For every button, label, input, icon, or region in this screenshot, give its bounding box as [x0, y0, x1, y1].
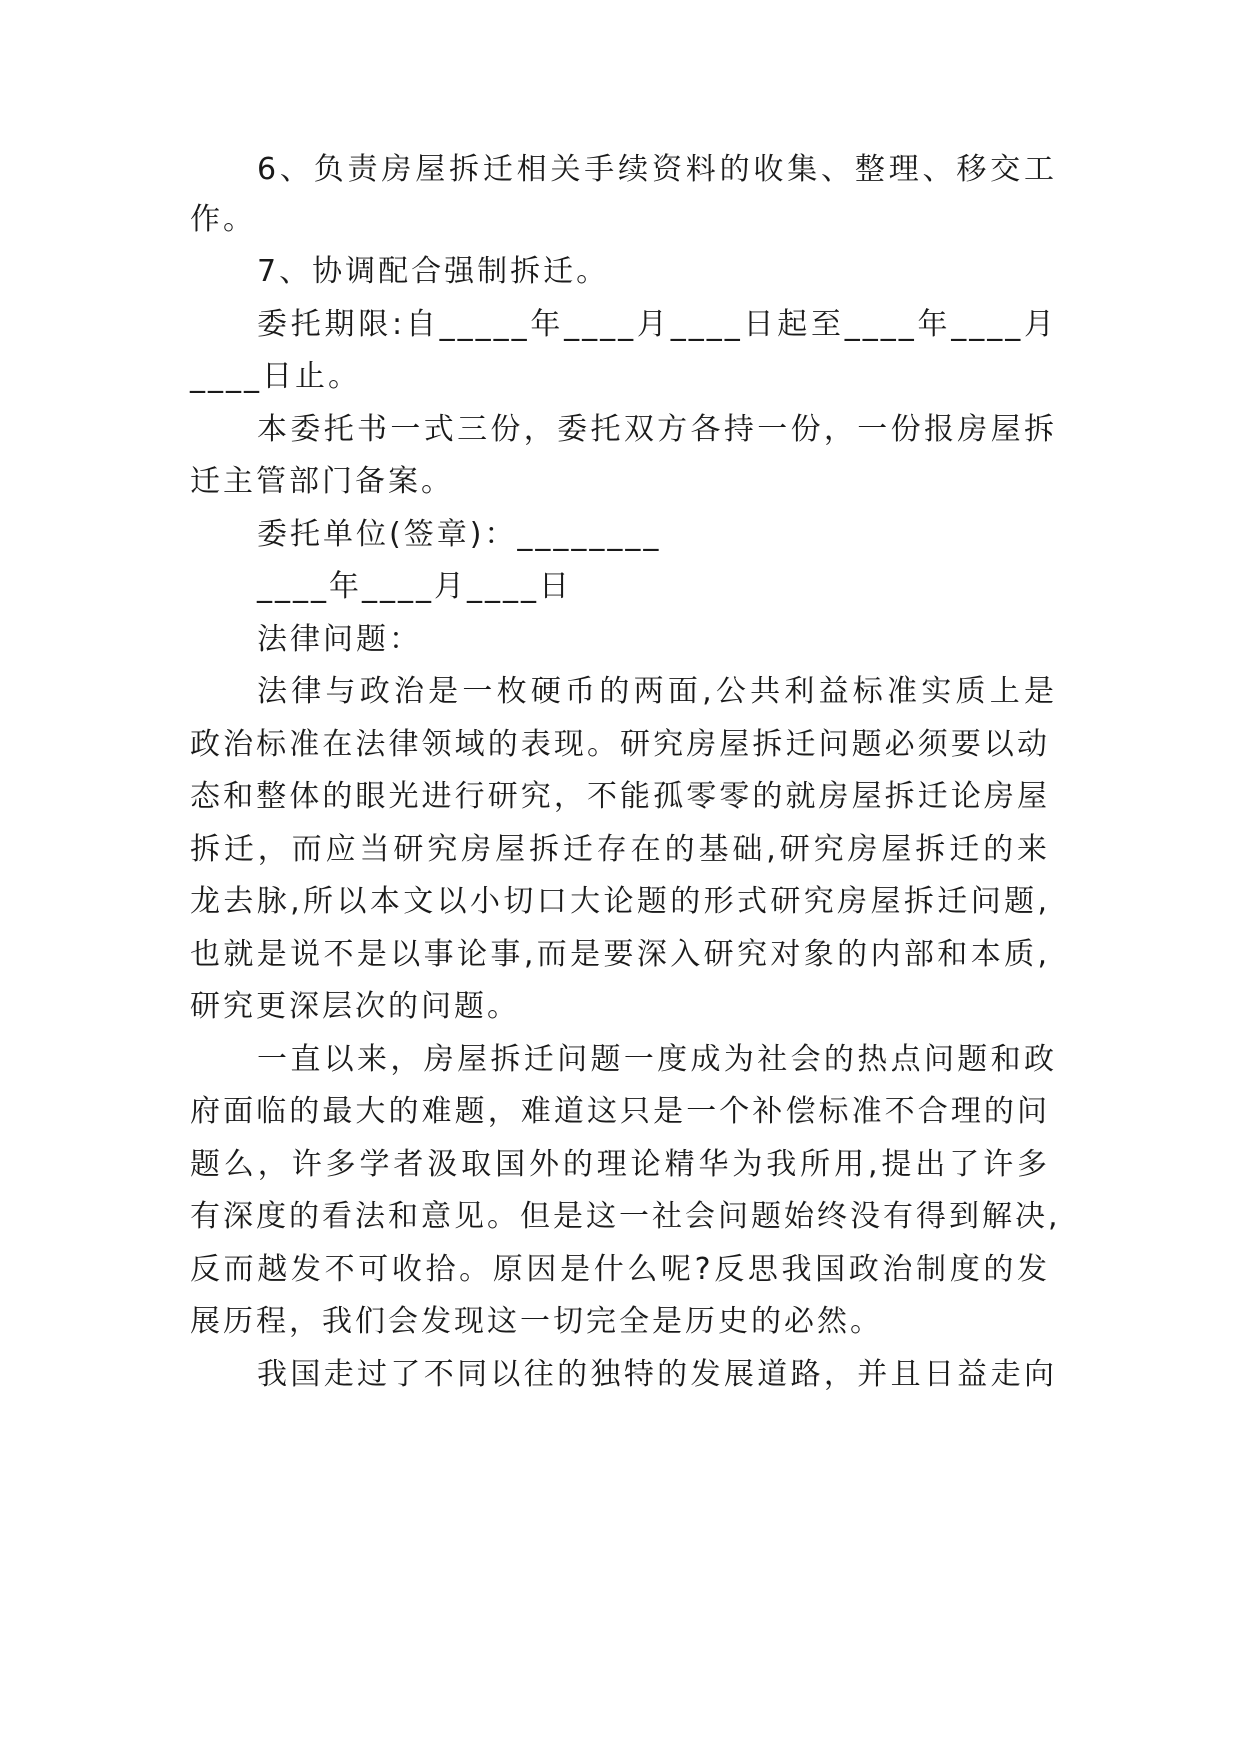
text-line: 有深度的看法和意见。但是这一社会问题始终没有得到解决,	[190, 1199, 1061, 1234]
text-line: 迁主管部门备案。	[190, 464, 454, 499]
signature-line: 委托单位(签章)：________	[257, 517, 662, 552]
text-line: 龙去脉,所以本文以小切口大论题的形式研究房屋拆迁问题,	[190, 884, 1050, 919]
text-line: 我国走过了不同以往的独特的发展道路，并且日益走向	[257, 1357, 1057, 1392]
text-line: 一直以来，房屋拆迁问题一度成为社会的热点问题和政	[257, 1042, 1057, 1077]
text-line: 反而越发不可收拾。原因是什么呢?反思我国政治制度的发	[190, 1252, 1050, 1287]
text-line: 也就是说不是以事论事,而是要深入研究对象的内部和本质,	[190, 937, 1050, 972]
text-line: 府面临的最大的难题，难道这只是一个补偿标准不合理的问	[190, 1094, 1050, 1129]
section-heading: 法律问题：	[257, 622, 422, 657]
text-line: 题么，许多学者汲取国外的理论精华为我所用,提出了许多	[190, 1147, 1050, 1182]
text-line: 态和整体的眼光进行研究，不能孤零零的就房屋拆迁论房屋	[190, 779, 1050, 814]
text-line: 研究更深层次的问题。	[190, 989, 520, 1024]
text-line: 政治标准在法律领域的表现。研究房屋拆迁问题必须要以动	[190, 727, 1050, 762]
text-line: 本委托书一式三份，委托双方各持一份，一份报房屋拆	[257, 412, 1057, 447]
text-line: 6、负责房屋拆迁相关手续资料的收集、整理、移交工	[257, 152, 1057, 187]
text-line: 委托期限:自_____年____月____日起至____年____月	[257, 307, 1057, 342]
text-line: ____日止。	[190, 359, 361, 394]
text-line: 法律与政治是一枚硬币的两面,公共利益标准实质上是	[257, 674, 1057, 709]
text-line: 7、协调配合强制拆迁。	[257, 254, 610, 289]
text-line: 拆迁，而应当研究房屋拆迁存在的基础,研究房屋拆迁的来	[190, 832, 1050, 867]
text-line: 作。	[190, 202, 256, 237]
date-line: ____年____月____日	[257, 569, 572, 604]
text-line: 展历程，我们会发现这一切完全是历史的必然。	[190, 1304, 883, 1339]
